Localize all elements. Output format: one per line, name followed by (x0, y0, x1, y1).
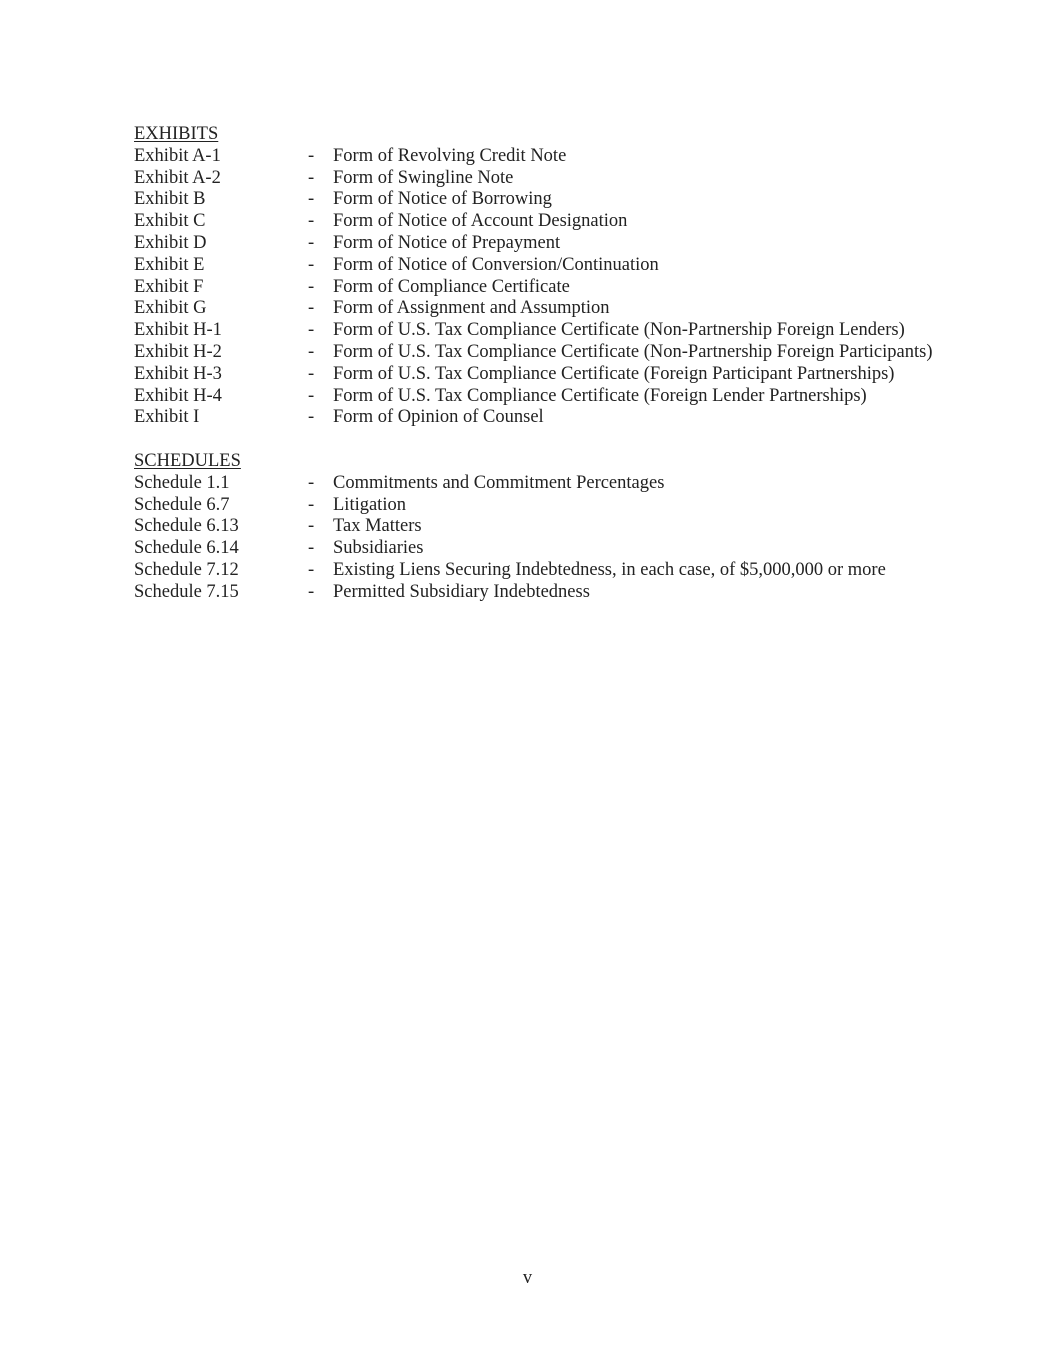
exhibits-section (134, 124, 1034, 429)
exhibit-row-dash: - (308, 145, 315, 166)
exhibit-row-dash: - (308, 211, 315, 232)
schedule-row-description: Permitted Subsidiary Indebtedness (333, 581, 590, 602)
exhibit-row-dash: - (308, 298, 315, 319)
schedule-row (134, 582, 1034, 604)
schedule-row-dash: - (308, 472, 315, 493)
exhibit-row-description: Form of Swingline Note (333, 167, 514, 188)
exhibit-row-description: Form of Assignment and Assumption (333, 298, 610, 319)
exhibit-row-description: Form of U.S. Tax Compliance Certificate (Foreign Lender Partnerships) (333, 385, 867, 406)
schedule-row-label: Schedule 1.1 (134, 472, 230, 493)
schedule-row-description: Existing Liens Securing Indebtedness, in each case, of $5,000,000 or more (333, 559, 886, 580)
exhibit-row-description: Form of Compliance Certificate (333, 276, 570, 297)
exhibit-row-label: Exhibit D (134, 232, 207, 253)
exhibit-row (134, 146, 1034, 168)
exhibit-row-dash: - (308, 167, 315, 188)
schedule-row (134, 473, 1034, 495)
exhibit-row-label: Exhibit H-1 (134, 320, 222, 341)
schedule-row-label: Schedule 6.14 (134, 538, 239, 559)
schedule-row-dash: - (308, 516, 315, 537)
exhibit-row-label: Exhibit B (134, 189, 206, 210)
exhibit-row (134, 189, 1034, 211)
exhibit-row-dash: - (308, 276, 315, 297)
schedule-row-dash: - (308, 559, 315, 580)
exhibit-row-description: Form of Revolving Credit Note (333, 145, 567, 166)
schedule-row (134, 538, 1034, 560)
exhibit-row (134, 211, 1034, 233)
exhibit-row-description: Form of Opinion of Counsel (333, 407, 544, 428)
exhibit-row-description: Form of U.S. Tax Compliance Certificate (Foreign Participant Partnerships) (333, 363, 895, 384)
exhibit-row-label: Exhibit I (134, 407, 200, 428)
schedule-row (134, 516, 1034, 538)
exhibits-heading: EXHIBITS (134, 124, 219, 144)
exhibit-row-label: Exhibit E (134, 254, 205, 275)
exhibit-row-label: Exhibit H-3 (134, 363, 222, 384)
schedules-list (134, 473, 1034, 604)
exhibit-row-dash: - (308, 189, 315, 210)
schedule-row-dash: - (308, 581, 315, 602)
exhibit-row (134, 233, 1034, 255)
exhibit-row-label: Exhibit F (134, 276, 204, 297)
exhibit-row-dash: - (308, 254, 315, 275)
schedule-row-dash: - (308, 494, 315, 515)
exhibit-row-description: Form of U.S. Tax Compliance Certificate (Non-Partnership Foreign Participants) (333, 341, 933, 362)
exhibit-row-label: Exhibit H-4 (134, 385, 222, 406)
exhibit-row-dash: - (308, 407, 315, 428)
schedule-row-description: Commitments and Commitment Percentages (333, 472, 665, 493)
exhibit-row (134, 364, 1034, 386)
exhibit-row-description: Form of Notice of Borrowing (333, 189, 552, 210)
exhibit-row-description: Form of U.S. Tax Compliance Certificate (Non-Partnership Foreign Lenders) (333, 320, 905, 341)
schedule-row (134, 495, 1034, 517)
schedules-heading: SCHEDULES (134, 451, 241, 471)
schedule-row-label: Schedule 6.7 (134, 494, 230, 515)
exhibit-row-label: Exhibit A-2 (134, 167, 221, 188)
schedules-section (134, 451, 1034, 604)
page-number: v (522, 1268, 533, 1288)
schedule-row-label: Schedule 7.15 (134, 581, 239, 602)
schedule-row-label: Schedule 6.13 (134, 516, 239, 537)
exhibit-row-label: Exhibit C (134, 211, 206, 232)
exhibit-row-description: Form of Notice of Account Designation (333, 211, 628, 232)
exhibit-row-label: Exhibit H-2 (134, 341, 222, 362)
exhibit-row (134, 255, 1034, 277)
exhibit-row-dash: - (308, 385, 315, 406)
exhibit-row (134, 407, 1034, 429)
exhibit-row (134, 320, 1034, 342)
exhibit-row-dash: - (308, 320, 315, 341)
exhibit-row-label: Exhibit A-1 (134, 145, 221, 166)
exhibit-row (134, 277, 1034, 299)
schedule-row-label: Schedule 7.12 (134, 559, 239, 580)
exhibit-row-dash: - (308, 232, 315, 253)
exhibit-row-label: Exhibit G (134, 298, 207, 319)
exhibit-row-description: Form of Notice of Prepayment (333, 232, 561, 253)
schedule-row (134, 560, 1034, 582)
exhibit-row-dash: - (308, 341, 315, 362)
schedule-row-description: Subsidiaries (333, 538, 424, 559)
schedule-row-description: Litigation (333, 494, 406, 515)
exhibit-row (134, 342, 1034, 364)
exhibit-row (134, 298, 1034, 320)
exhibit-row-description: Form of Notice of Conversion/Continuation (333, 254, 659, 275)
exhibit-row (134, 168, 1034, 190)
exhibits-list (134, 146, 1034, 429)
exhibit-row (134, 386, 1034, 408)
schedule-row-dash: - (308, 538, 315, 559)
schedule-row-description: Tax Matters (333, 516, 422, 537)
exhibit-row-dash: - (308, 363, 315, 384)
